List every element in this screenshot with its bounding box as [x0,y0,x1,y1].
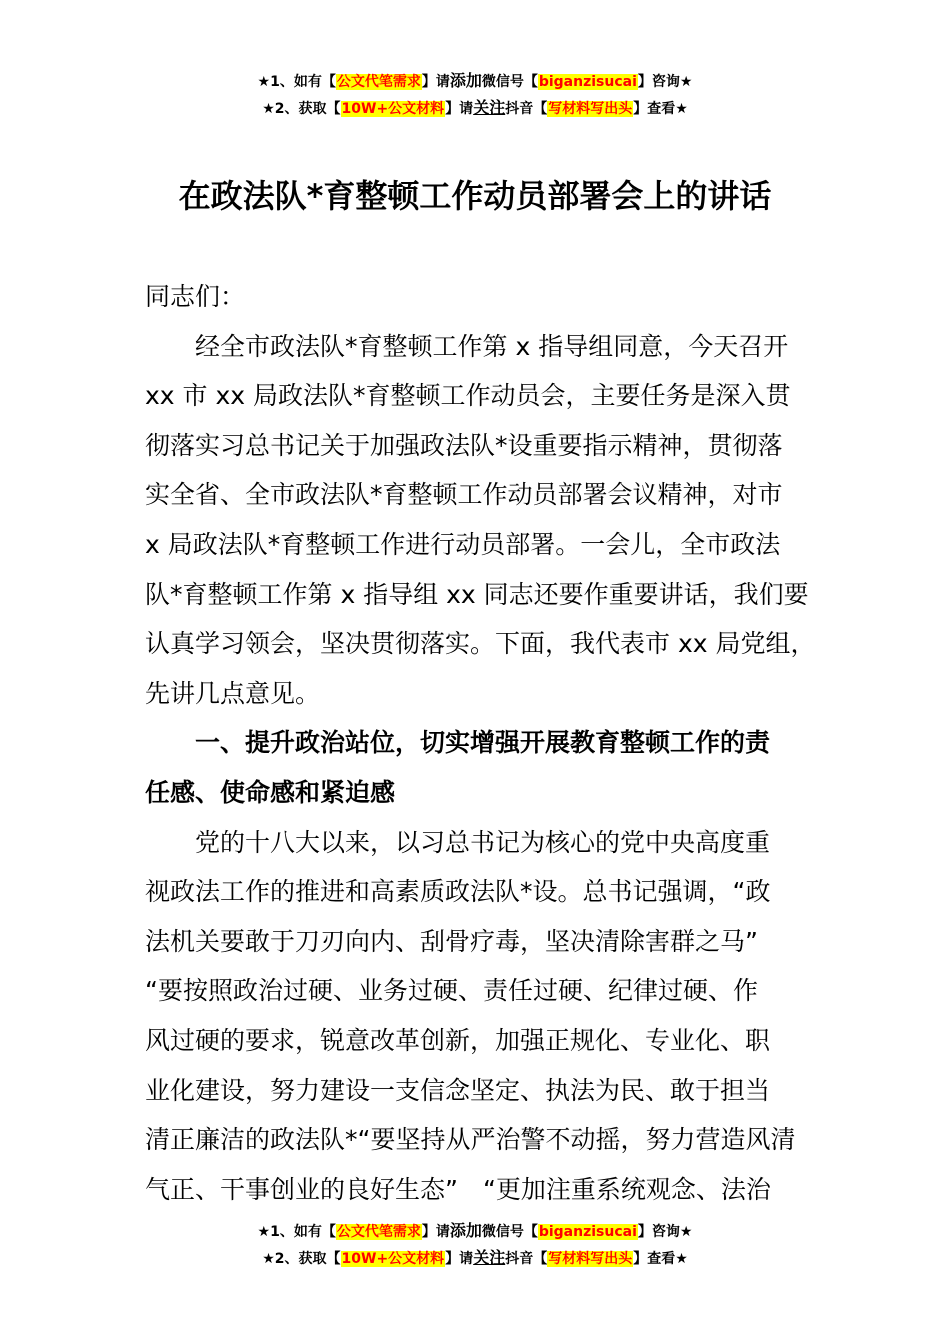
body-line: “要按照政治过硬、业务过硬、责任过硬、纪律过硬、作 [145,976,758,1006]
banner-line-2 [0,95,950,122]
document-body [145,272,835,1214]
body-line: 党的十八大以来，以习总书记为核心的党中央高度重 [145,827,771,857]
banner-text: ★1、如有【 [257,74,336,90]
banner-text: 】咨询★ [637,1224,693,1240]
section-heading: 一、提升政治站位，切实增强开展教育整顿工作的责 [145,728,771,758]
banner-text: 】请 [421,1224,450,1240]
banner-line-1 [0,1218,950,1245]
header-banner [0,68,950,122]
banner-text: 】请 [445,101,474,117]
banner-text: 微信号【 [481,74,538,90]
body-line: 视政法工作的推进和高素质政法队*设。总书记强调，“政 [145,877,771,907]
banner-text: ★2、获取【 [262,101,341,117]
footer-banner [0,1218,950,1272]
banner-text: 抖音【 [505,101,548,117]
banner-emphasis: 关注 [473,1248,506,1267]
body-line: 实全省、全市政法队*育整顿工作动员部署会议精神，对市 [145,480,783,510]
banner-highlight: biganzisucai [538,1224,637,1240]
banner-line-1 [0,68,950,95]
body-line: 认真学习领会，坚决贯彻落实。下面，我代表市 xx 局党组， [145,629,816,659]
banner-highlight: 公文代笔需求 [336,74,421,90]
body-line: xx 市 xx 局政法队*育整顿工作动员会，主要任务是深入贯 [145,381,791,411]
salutation: 同志们： [145,282,246,311]
body-line: 法机关要敢于刀刃向内、刮骨疗毒，坚决清除害群之马” [145,926,758,956]
banner-text: 】查看★ [633,1251,688,1267]
body-line: 队*育整顿工作第 x 指导组 xx 同志还要作重要讲话，我们要 [145,579,809,609]
banner-text: 】咨询★ [637,74,693,90]
banner-text: ★1、如有【 [257,1224,336,1240]
body-line: 彻落实习总书记关于加强政法队*设重要指示精神，贯彻落 [145,430,783,460]
banner-emphasis: 添加 [449,1221,482,1240]
document-title: 在政法队*育整顿工作动员部署会上的讲话 [178,177,772,215]
body-line: 先讲几点意见。 [145,678,321,708]
banner-text: 】查看★ [633,101,688,117]
banner-emphasis: 添加 [449,71,482,90]
banner-highlight: biganzisucai [538,74,637,90]
banner-text: 微信号【 [481,1224,538,1240]
banner-text: 】请 [445,1251,474,1267]
banner-line-2 [0,1245,950,1272]
banner-highlight: 公文代笔需求 [336,1224,421,1240]
banner-highlight: 10W+公文材料 [341,101,445,117]
banner-text: 抖音【 [505,1251,548,1267]
body-line: 经全市政法队*育整顿工作第 x 指导组同意，今天召开 [145,331,789,361]
banner-highlight: 写材料写出头 [548,1251,633,1267]
body-line: 风过硬的要求，锐意改革创新，加强正规化、专业化、职 [145,1025,771,1055]
banner-highlight: 10W+公文材料 [341,1251,445,1267]
body-line: 气正、干事创业的良好生态” “更加注重系统观念、法治 [145,1174,771,1204]
body-line: 业化建设，努力建设一支信念坚定、执法为民、敢于担当 [145,1075,771,1105]
banner-text: ★2、获取【 [262,1251,341,1267]
banner-emphasis: 关注 [473,98,506,117]
section-heading: 任感、使命感和紧迫感 [145,777,396,807]
banner-highlight: 写材料写出头 [548,101,633,117]
body-line: 清正廉洁的政法队*“要坚持从严治警不动摇，努力营造风清 [145,1125,796,1155]
body-line: x 局政法队*育整顿工作进行动员部署。一会儿，全市政法 [145,529,781,559]
banner-text: 】请 [421,74,450,90]
